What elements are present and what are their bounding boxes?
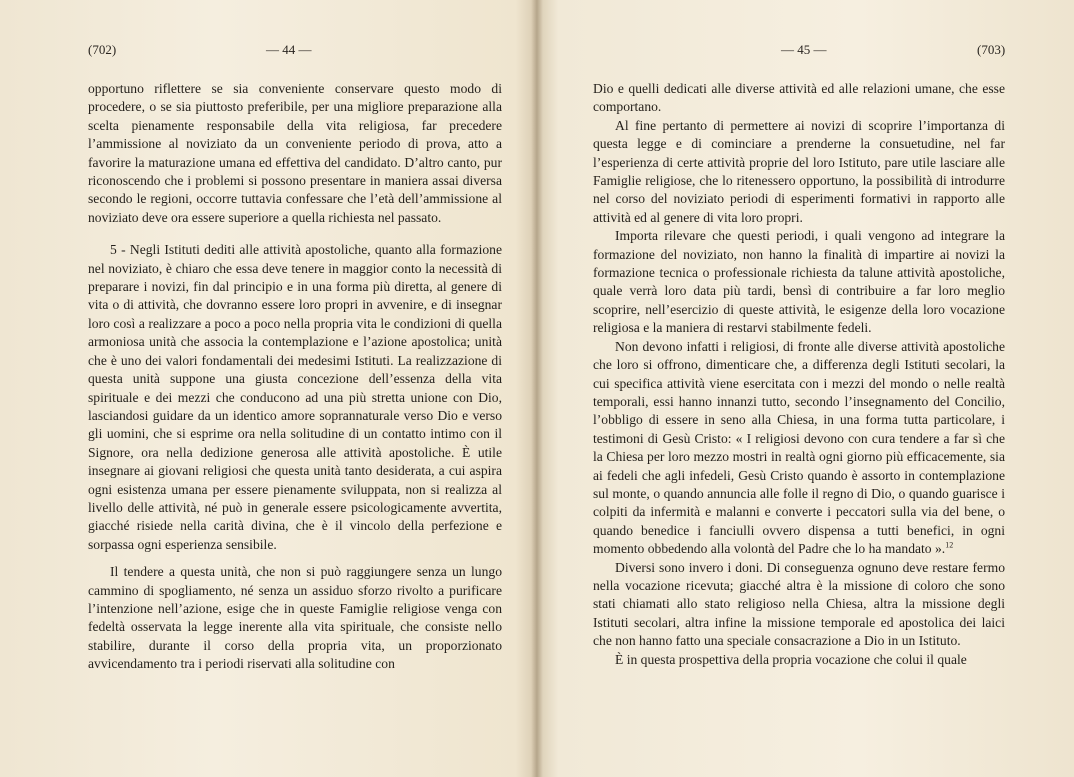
paragraph: Al fine pertanto di permettere ai novizi di scoprire l’importanza di questa legge e di cominciare a prenderne la consuetudine, nel far l’esperienza di certe attività proprie del loro Istituto, pare utile lasciare alle Famiglie religiose, che lo ritenessero opportuno, la possibilità di introdurre nel corso del noviziato periodi di esperimenti formativi in rapporto alle attività ed al genere di vita loro propri. [593,117,1005,225]
paragraph: Il tendere a questa unità, che non si può raggiungere senza un lungo cammino di spogliamento, né senza un assiduo sforzo rivolto a purificare l’intenzione nell’azione, esige che in queste Famiglie religiose venga con fedeltà osservata la legge inerente alla vita spirituale, che consiste nello stabilire, durante il corso della propria vita, un proporzionato avvicendamento tra i periodi riservati alla solitudine con [88,564,502,672]
book-gutter [531,0,543,777]
paragraph: È in questa prospettiva della propria vocazione che colui il quale [615,651,967,667]
paragraph-text: Non devono infatti i religiosi, di fronte alle diverse attività apostoliche che loro si offrono, dimenticare che, a differenza degli Istituti secolari, la cui specifica attività viene esercitata con i mezzi del mondo o nelle realtà temporali, essi hanno innanzi tutto, secondo l’insegnamento del Concilio, l’obbligo di essere in seno alla Chiesa, in una forma tutta particolare, i testimoni di Gesù Cristo: « I religiosi devono con cura tendere a far sì che la Chiesa per loro mezzo mostri in realtà ogni giorno più efficacemente, sia ai fedeli che agli infedeli, Gesù Cristo quando è assorto in contemplazione sul monte, o quando annuncia alle folle il regno di Dio, o quando guarisce i colpiti da infermità e malanni e converte i peccatori sulla via del bene, o quando benedice i fanciulli ovvero dispensa a tutti benefici, in ogni momento obbedendo alla volontà del Padre che lo ha mandato ». [593,338,1005,557]
paragraph-with-footnote [593,338,1005,559]
paragraph: opportuno riflettere se sia conveniente conservare questo modo di procedere, o se sia piuttosto preferibile, per una migliore preparazione alla scelta pienamente responsabile della vita religiosa, far precedere l’ammissione al noviziato da un conveniente periodo di prova, atto a favorire la maturazione umana ed effettiva del candidato. D’altro canto, pur riconoscendo che i problemi si possono presentare in maniera assai diversa secondo le regioni, occorre tuttavia confessare che l’età dell’ammissione al noviziato deve ora essere superiore a quella richiesta nel passato. [88,81,502,225]
right-page-number: — 45 — [781,42,827,57]
right-page-body [593,80,1005,669]
left-page-ref: (702) [88,42,117,57]
paragraph: 5 - Negli Istituti dediti alle attività apostoliche, quanto alla formazione nel noviziato, è chiaro che essa deve tenere in maggior conto la necessità di preparare i novizi, fin dal principio e in una forma più diretta, al genere di vita o di attività, che dovranno essere loro propri in avvenire, e di insegnar loro così a realizzare a poco a poco nella propria vita le condizioni di quella armoniosa unità che associa la contemplazione e l’azione apostolica; unità che è uno dei valori fondamentali dei medesimi Istituti. La realizzazione di questa unità suppone una giusta concezione dell’essenza della vita spirituale e dei mezzi che conducono ad una più stretta unione con Dio, lasciandosi guidare da un identico amore soprannaturale verso Dio e verso gli uomini, che si esprime ora nella solitudine di un contatto intimo con il Signore, ora nella dedizione generosa alle attività apostoliche. È utile insegnare ai giovani religiosi che questa unità tanto desiderata, a cui aspira ogni esistenza umana per essere pienamente sviluppata, non si realizza al livello delle attività, né può in generale essere psicologicamente avvertita, giacché risiede nella carità divina, che è il vincolo della perfezione e sorpassa ogni esperienza sensibile. [88,242,502,552]
right-page-ref: (703) [977,42,1006,57]
paragraph: Importa rilevare che questi periodi, i quali vengono ad integrare la formazione del noviziato, non hanno la finalità di impartire ai novizi la formazione tecnica o professionale richiesta da talune attività apostoliche, quale verrà loro data più tardi, bensì di contribuire a far loro meglio scoprire, nell’esercizio di queste attività, le esigenze della loro vocazione religiosa e la maniera di restarvi stabilmente fedeli. [593,228,1005,336]
paragraph: Dio e quelli dedicati alle diverse attività ed alle relazioni umane, che esse comportano. [593,81,1005,115]
paragraph: Diversi sono invero i doni. Di conseguenza ognuno deve restare fermo nella vocazione ricevuta; giacché altra è la missione di coloro che sono stati chiamati allo stato religioso nella Chiesa, altra la missione degli Istituti secolari, altra infine la missione temporale ed apostolica dei laici che non hanno fatto una speciale consacrazione a Dio in un Istituto. [593,559,1005,649]
footnote-ref: 12 [945,540,954,550]
left-page-number: — 44 — [266,42,312,57]
left-page-body [88,80,502,674]
